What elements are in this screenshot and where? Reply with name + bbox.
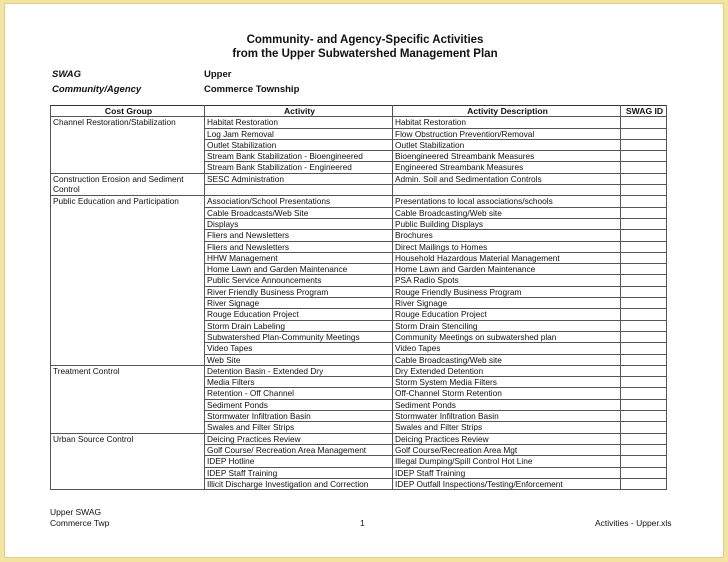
activity-cell: Stormwater Infiltration Basin bbox=[205, 411, 393, 422]
activity-description-cell: Brochures bbox=[393, 230, 621, 241]
activity-description-cell: Rouge Education Project bbox=[393, 309, 621, 320]
activity-description-cell: Habitat Restoration bbox=[393, 117, 621, 128]
activity-cell: Media Filters bbox=[205, 377, 393, 388]
activity-description-cell: Admin. Soil and Sedimentation Controls bbox=[393, 173, 621, 184]
community-agency-value: Commerce Township bbox=[204, 84, 300, 95]
header-swag-id: SWAG ID bbox=[621, 106, 667, 117]
activity-cell: Video Tapes bbox=[205, 343, 393, 354]
activity-description-cell: Cable Broadcasting/Web site bbox=[393, 354, 621, 365]
document-subtitle: from the Upper Subwatershed Management Plan bbox=[232, 48, 498, 60]
swag-id-cell bbox=[621, 218, 667, 229]
activity-description-cell: Video Tapes bbox=[393, 343, 621, 354]
activity-cell: Stream Bank Stabilization - Engineered bbox=[205, 162, 393, 173]
swag-id-cell bbox=[621, 433, 667, 444]
activity-cell: Log Jam Removal bbox=[205, 128, 393, 139]
activity-cell: IDEP Staff Training bbox=[205, 467, 393, 478]
activity-description-cell: Outlet Stabilization bbox=[393, 139, 621, 150]
table-row bbox=[51, 433, 667, 444]
swag-id-cell bbox=[621, 128, 667, 139]
header-cost-group: Cost Group bbox=[51, 106, 205, 117]
activity-description-cell: Stormwater Infiltration Basin bbox=[393, 411, 621, 422]
cost-group-cell: Public Education and Participation bbox=[51, 196, 205, 365]
footer-community: Commerce Twp bbox=[50, 518, 110, 528]
activity-description-cell: PSA Radio Spots bbox=[393, 275, 621, 286]
activity-description-cell: Deicing Practices Review bbox=[393, 433, 621, 444]
cost-group-cell: Urban Source Control bbox=[51, 433, 205, 489]
swag-label: SWAG bbox=[52, 69, 82, 80]
activity-cell: Stream Bank Stabilization - Bioengineered bbox=[205, 151, 393, 162]
swag-id-cell bbox=[621, 207, 667, 218]
swag-id-cell bbox=[621, 196, 667, 207]
document-page bbox=[4, 3, 724, 558]
activity-cell: Displays bbox=[205, 218, 393, 229]
swag-id-cell bbox=[621, 230, 667, 241]
activity-cell: Detention Basin - Extended Dry bbox=[205, 365, 393, 376]
activity-description-cell: Household Hazardous Material Management bbox=[393, 252, 621, 263]
activity-cell: River Friendly Business Program bbox=[205, 286, 393, 297]
swag-value: Upper bbox=[204, 69, 232, 80]
activity-cell: Golf Course/ Recreation Area Management bbox=[205, 444, 393, 455]
activity-cell: IDEP Hotline bbox=[205, 456, 393, 467]
activity-description-cell: Storm System Media Filters bbox=[393, 377, 621, 388]
activity-description-cell: Home Lawn and Garden Maintenance bbox=[393, 264, 621, 275]
activity-description-cell: Illegal Dumping/Spill Control Hot Line bbox=[393, 456, 621, 467]
activity-description-cell: Engineered Streambank Measures bbox=[393, 162, 621, 173]
footer-filename: Activities - Upper.xls bbox=[595, 518, 672, 528]
activity-cell: Cable Broadcasts/Web Site bbox=[205, 207, 393, 218]
activity-description-cell: IDEP Staff Training bbox=[393, 467, 621, 478]
activity-cell: Home Lawn and Garden Maintenance bbox=[205, 264, 393, 275]
swag-id-cell bbox=[621, 117, 667, 128]
activities-table bbox=[50, 105, 667, 490]
activity-description-cell: Sediment Ponds bbox=[393, 399, 621, 410]
activity-description-cell bbox=[393, 185, 621, 196]
activity-cell: HHW Management bbox=[205, 252, 393, 263]
activity-description-cell: Cable Broadcasting/Web site bbox=[393, 207, 621, 218]
swag-id-cell bbox=[621, 162, 667, 173]
swag-id-cell bbox=[621, 478, 667, 489]
activity-description-cell: Direct Mailings to Homes bbox=[393, 241, 621, 252]
activity-cell: Storm Drain Labeling bbox=[205, 320, 393, 331]
swag-id-cell bbox=[621, 444, 667, 455]
document-title: Community- and Agency-Specific Activities bbox=[246, 34, 484, 46]
activity-description-cell: River Signage bbox=[393, 298, 621, 309]
activity-cell: Retention - Off Channel bbox=[205, 388, 393, 399]
activity-description-cell: Flow Obstruction Prevention/Removal bbox=[393, 128, 621, 139]
activity-cell: Public Service Announcements bbox=[205, 275, 393, 286]
header-activity: Activity bbox=[205, 106, 393, 117]
activity-cell: River Signage bbox=[205, 298, 393, 309]
table-row bbox=[51, 173, 667, 184]
swag-id-cell bbox=[621, 151, 667, 162]
swag-id-cell bbox=[621, 298, 667, 309]
cost-group-cell: Construction Erosion and Sediment Control bbox=[51, 173, 205, 196]
activity-cell: Sediment Ponds bbox=[205, 399, 393, 410]
swag-id-cell bbox=[621, 343, 667, 354]
swag-id-cell bbox=[621, 354, 667, 365]
table-row bbox=[51, 117, 667, 128]
activity-cell: Subwatershed Plan-Community Meetings bbox=[205, 331, 393, 342]
swag-id-cell bbox=[621, 185, 667, 196]
swag-id-cell bbox=[621, 365, 667, 376]
swag-id-cell bbox=[621, 139, 667, 150]
activity-description-cell: Bioengineered Streambank Measures bbox=[393, 151, 621, 162]
swag-id-cell bbox=[621, 377, 667, 388]
activity-description-cell: Presentations to local associations/schools bbox=[393, 196, 621, 207]
activity-cell: Outlet Stabilization bbox=[205, 139, 393, 150]
community-agency-label: Community/Agency bbox=[52, 84, 142, 95]
activity-description-cell: Off-Channel Storm Retention bbox=[393, 388, 621, 399]
swag-id-cell bbox=[621, 388, 667, 399]
activity-cell: Rouge Education Project bbox=[205, 309, 393, 320]
activity-description-cell: Community Meetings on subwatershed plan bbox=[393, 331, 621, 342]
swag-id-cell bbox=[621, 264, 667, 275]
table-header-row bbox=[51, 106, 667, 117]
cost-group-cell: Channel Restoration/Stabilization bbox=[51, 117, 205, 173]
activity-cell: Fliers and Newsletters bbox=[205, 241, 393, 252]
swag-id-cell bbox=[621, 320, 667, 331]
activity-cell: Deicing Practices Review bbox=[205, 433, 393, 444]
swag-id-cell bbox=[621, 173, 667, 184]
swag-id-cell bbox=[621, 467, 667, 478]
activity-cell: Swales and Filter Strips bbox=[205, 422, 393, 433]
activity-cell: Association/School Presentations bbox=[205, 196, 393, 207]
activity-description-cell: Dry Extended Detention bbox=[393, 365, 621, 376]
activity-cell: Fliers and Newsletters bbox=[205, 230, 393, 241]
swag-id-cell bbox=[621, 456, 667, 467]
cost-group-cell: Treatment Control bbox=[51, 365, 205, 433]
activity-description-cell: Swales and Filter Strips bbox=[393, 422, 621, 433]
swag-id-cell bbox=[621, 286, 667, 297]
activity-description-cell: Storm Drain Stenciling bbox=[393, 320, 621, 331]
footer-page-number: 1 bbox=[360, 518, 365, 528]
footer-swag: Upper SWAG bbox=[50, 507, 102, 517]
table-row bbox=[51, 365, 667, 376]
table-body bbox=[51, 117, 667, 490]
swag-id-cell bbox=[621, 411, 667, 422]
swag-id-cell bbox=[621, 422, 667, 433]
header-activity-description: Activity Description bbox=[393, 106, 621, 117]
swag-id-cell bbox=[621, 252, 667, 263]
activity-cell: Web Site bbox=[205, 354, 393, 365]
activity-description-cell: Rouge Friendly Business Program bbox=[393, 286, 621, 297]
activity-description-cell: Public Building Displays bbox=[393, 218, 621, 229]
activity-cell: Illicit Discharge Investigation and Correction bbox=[205, 478, 393, 489]
swag-id-cell bbox=[621, 275, 667, 286]
activity-description-cell: IDEP Outfall Inspections/Testing/Enforcement bbox=[393, 478, 621, 489]
swag-id-cell bbox=[621, 241, 667, 252]
activity-cell: Habitat Restoration bbox=[205, 117, 393, 128]
table-row bbox=[51, 196, 667, 207]
swag-id-cell bbox=[621, 331, 667, 342]
activity-cell bbox=[205, 185, 393, 196]
swag-id-cell bbox=[621, 399, 667, 410]
activity-cell: SESC Administration bbox=[205, 173, 393, 184]
activity-description-cell: Golf Course/Recreation Area Mgt bbox=[393, 444, 621, 455]
swag-id-cell bbox=[621, 309, 667, 320]
